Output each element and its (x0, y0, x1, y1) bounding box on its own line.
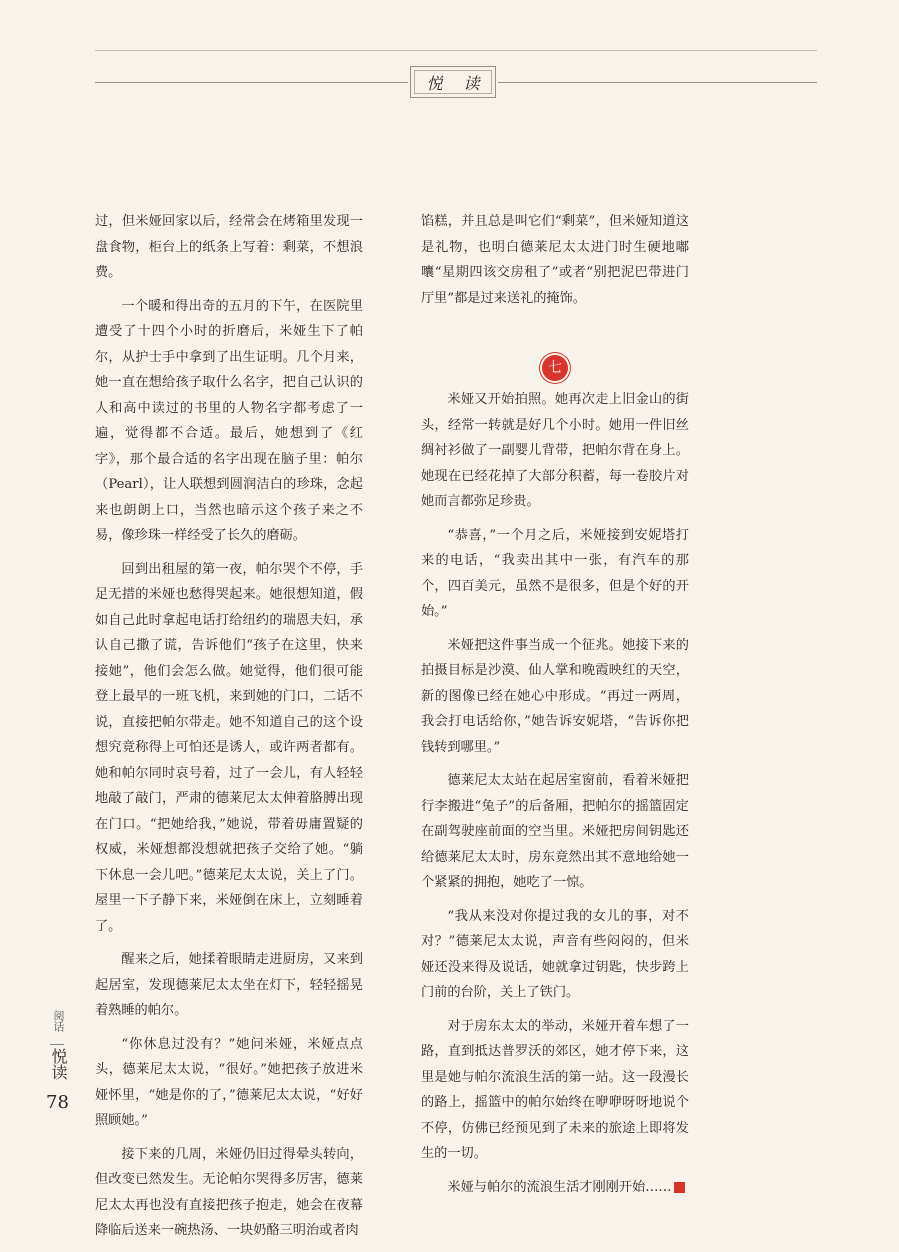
paragraph: 过，但米娅回家以后，经常会在烤箱里发现一盘食物，柜台上的纸条上写着：剩菜，不想浪费。 (95, 214, 363, 280)
closing-text: 米娅与帕尔的流浪生活才刚刚开始…… (447, 1179, 672, 1195)
paragraph: 德莱尼太太站在起居室窗前，看着米娅把行李搬进“兔子”的后备厢，把帕尔的摇篮固定在副驾驶座前面的空当里。米娅把房间钥匙还给德莱尼太太时，房东竟然出其不意地给她一个紧紧的拥抱，她吃了一惊。 (421, 773, 689, 890)
section-title: 悦 读 (426, 73, 488, 93)
paragraph: 一个暖和得出奇的五月的下午，在医院里遭受了十四个小时的折磨后，米娅生下了帕尔，从护士手中拿到了出生证明。几个月来，她一直在想给孩子取什么名字，把自己认识的人和高中读过的书里的人物名字都考虑了一遍，觉得都不合适。最后，她想到了《红字》，那个最合适的名字出现在脑子里：帕尔（Pearl），让人联想到圆润洁白的珍珠，念起来也朗朗上口，当然也暗示这个孩子来之不易，像珍珠一样经受了长久的磨砺。 (95, 298, 363, 543)
paragraph: “我从来没对你提过我的女儿的事，对不对？”德莱尼太太说，声音有些闷闷的，但米娅还没来得及说话，她就拿过钥匙，快步跨上门前的台阶，关上了铁门。 (421, 908, 689, 1000)
right-column (421, 209, 689, 1208)
paragraph: 馅糕，并且总是叫它们“剩菜”，但米娅知道这是礼物，也明白德莱尼太太进门时生硬地嘟囔“星期四该交房租了”或者“别把泥巴带进门厅里”都是过来送礼的掩饰。 (421, 214, 689, 306)
page-number: 78 (46, 1092, 69, 1113)
top-rule (95, 50, 817, 51)
paragraph: 醒来之后，她揉着眼睛走进厨房，又来到起居室，发现德莱尼太太坐在灯下，轻轻摇晃着熟睡的帕尔。 (95, 952, 363, 1018)
sidebar-title: 悦读 (49, 1048, 68, 1080)
paragraph: 回到出租屋的第一夜，帕尔哭个不停，手足无措的米娅也愁得哭起来。她很想知道，假如自己此时拿起电话打给纽约的瑞恩夫妇，承认自己撒了谎，告诉他们“孩子在这里，快来接她”，他们会怎么做。她觉得，他们很可能登上最早的一班飞机，来到她的门口，二话不说，直接把帕尔带走。她不知道自己的这个设想究竟称得上可怕还是诱人，或许两者都有。她和帕尔同时哀号着，过了一会儿，有人轻轻地敲了敲门，严肃的德莱尼太太伸着胳膊出现在门口。“把她给我，”她说，带着毋庸置疑的权威，米娅想都没想就把孩子交给了她。“躺下休息一会儿吧。”德莱尼太太说，关上了门。屋里一下子静下来，米娅倒在床上，立刻睡着了。 (95, 561, 363, 934)
paragraph: “恭喜，”一个月之后，米娅接到安妮塔打来的电话，“我卖出其中一张，有汽车的那个，四百美元，虽然不是很多，但是个好的开始。” (421, 527, 689, 619)
paragraph: 米娅把这件事当成一个征兆。她接下来的拍摄目标是沙漠、仙人掌和晚霞映红的天空，新的图像已经在她心中形成。“再过一两周，我会打电话给你，”她告诉安妮塔，“告诉你把钱转到哪里。” (421, 637, 689, 755)
sidebar-divider (50, 1044, 64, 1045)
paragraph: 接下来的几周，米娅仍旧过得晕头转向，但改变已然发生。无论帕尔哭得多厉害，德莱尼太太再也没有直接把孩子抱走，她会在夜幕降临后送来一碗热汤、一块奶酪三明治或者肉 (95, 1146, 363, 1238)
header-rule-right (498, 82, 817, 83)
header-rule-left (95, 82, 408, 83)
section-header (410, 66, 496, 98)
paragraph: 米娅又开始拍照。她再次走上旧金山的街头，经常一转就是好几个小时。她用一件旧丝绸衬衫做了一副婴儿背带，把帕尔背在身上。她现在已经花掉了大部分积蓄，每一卷胶片对她而言都弥足珍贵。 (421, 392, 689, 509)
chapter-number-badge: 七 (542, 355, 568, 381)
left-column (95, 209, 363, 1252)
closing-paragraph (421, 1175, 689, 1201)
paragraph: “你休息过没有？”她问米娅，米娅点点头，德莱尼太太说，“很好。”她把孩子放进米娅怀里，“她是你的了，”德莱尼太太说，“好好照顾她。” (95, 1036, 363, 1128)
sidebar-label: 阅话 (52, 1010, 65, 1032)
paragraph: 对于房东太太的举动，米娅开着车想了一路，直到抵达普罗沃的郊区，她才停下来，这里是她与帕尔流浪生活的第一站。这一段漫长的路上，摇篮中的帕尔始终在咿咿呀呀地说个不停，仿佛已经预见到了未来的旅途上即将发生的一切。 (421, 1018, 689, 1161)
end-mark-icon (674, 1182, 685, 1193)
